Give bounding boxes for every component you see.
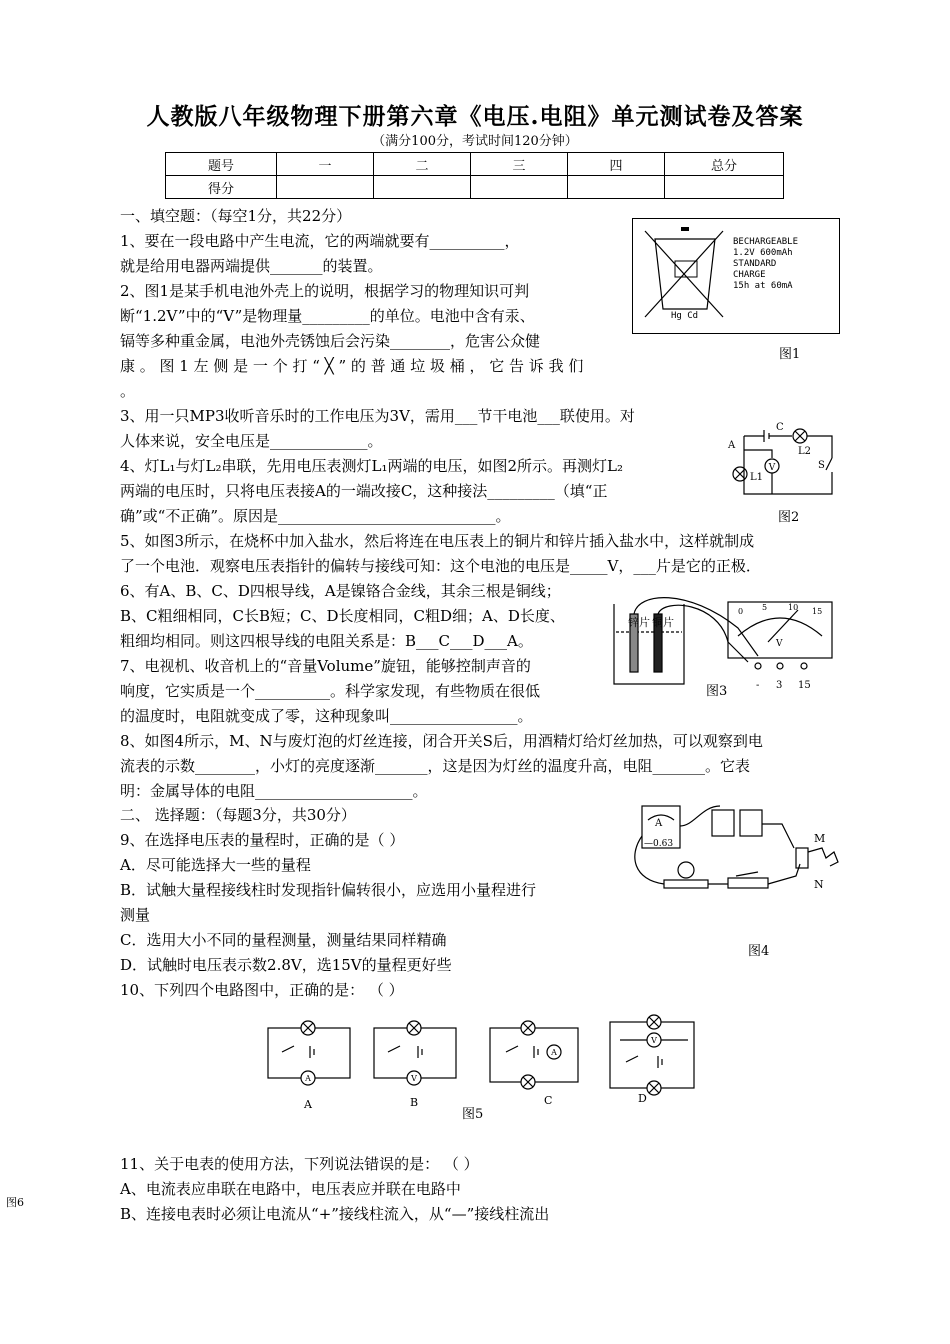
score-table [165, 152, 784, 199]
battery-spec-line: STANDARD [733, 259, 777, 269]
figure-5-caption: 图5 [462, 1107, 484, 1122]
figure-5-circuits [264, 1012, 704, 1112]
figure-4-caption: 图4 [748, 944, 770, 959]
choice-text: B、连接电表时必须让电流从“+”接线柱流入，从“—”接线柱流出 [120, 1205, 550, 1223]
label-l2: L2 [798, 446, 812, 457]
figure-1 [632, 218, 840, 334]
figure-2-caption: 图2 [778, 510, 800, 525]
question-text: 9、在选择电压表的量程时，正确的是（ ） [120, 831, 405, 849]
option-c-label: C [544, 1094, 553, 1107]
question-text: 镉等多种重金属，电池外壳锈蚀后会污染________，危害公众健 [120, 332, 541, 350]
choice-text: A．尽可能选择大一些的量程 [120, 856, 311, 874]
score-header-cell: 总分 [665, 153, 784, 176]
figure-3-illustration [608, 592, 838, 692]
score-header-cell: 四 [568, 153, 665, 176]
question-text: 11、关于电表的使用方法，下列说法错误的是： （ ） [120, 1155, 479, 1173]
svg-text:A: A [551, 1048, 557, 1057]
question-text: 确”或“不正确”。原因是_____________________________。 [120, 507, 511, 525]
choice-text: 测量 [120, 906, 151, 924]
page-title: 人教版八年级物理下册第六章《电压.电阻》单元测试卷及答案 [146, 103, 804, 130]
ammeter-symbol: A [655, 818, 663, 829]
score-header-cell: 三 [471, 153, 568, 176]
score-input-cell[interactable] [665, 176, 784, 199]
figure-6-caption: 图6 [6, 1196, 24, 1209]
battery-spec-line: CHARGE [733, 270, 766, 280]
question-text: 1、要在一段电路中产生电流，它的两端就要有__________， [120, 232, 520, 250]
question-text: 粗细均相同。则这四根导线的电阻关系是：B___C___D___A。 [120, 632, 533, 650]
score-table-header-row [166, 153, 784, 176]
question-text: 6、有A、B、C、D四根导线，A是镍铬合金线，其余三根是铜线； [120, 582, 561, 600]
label-s: S [818, 460, 825, 471]
question-text: 断“1.2V”中的“V”是物理量_________的单位。电池中含有汞、 [120, 307, 535, 325]
question-text: 明：金属导体的电阻_____________________。 [120, 782, 428, 800]
battery-spec-line: 15h at 60mA [733, 281, 793, 291]
label-l1: L1 [750, 472, 764, 483]
scale-label: 15 [812, 607, 823, 616]
question-text: 就是给用电器两端提供_______的装置。 [120, 257, 383, 275]
bin-label: Hg Cd [671, 311, 699, 321]
question-text: 4、灯L₁与灯L₂串联，先用电压表测灯L₁两端的电压，如图2所示。再测灯L₂ [120, 457, 623, 475]
question-text: 10、下列四个电路图中，正确的是： （ ） [120, 981, 404, 999]
svg-text:A: A [305, 1074, 311, 1083]
voltmeter-symbol: V [768, 463, 776, 473]
terminal-label: - [756, 680, 760, 691]
choice-text: A、电流表应串联在电路中，电压表应并联在电路中 [120, 1180, 461, 1198]
scale-label: 5 [762, 603, 768, 612]
choice-text: B．试触大量程接线柱时发现指针偏转很小，应选用小量程进行 [120, 881, 537, 899]
question-text: 人体来说，安全电压是_____________。 [120, 432, 383, 450]
score-header-cell: 题号 [166, 153, 277, 176]
question-text: 的温度时，电阻就变成了零，这种现象叫_________________。 [120, 707, 533, 725]
label-n: N [814, 878, 824, 891]
figure-4-illustration [624, 796, 844, 906]
terminal-label: 15 [798, 680, 811, 691]
question-text: 两端的电压时，只将电压表接A的一端改接C，这种接法_________（填“正 [120, 482, 608, 500]
question-text: B、C粗细相同，C长B短；C、D长度相同，C粗D细；A、D长度、 [120, 607, 565, 625]
copper-plate-label: 铜片 [652, 616, 674, 629]
score-input-cell[interactable] [277, 176, 374, 199]
choice-text: C．选用大小不同的量程测量，测量结果同样精确 [120, 931, 447, 949]
scale-label: 10 [788, 603, 799, 612]
unit-label: V [776, 639, 783, 649]
question-text: 3、用一只MP3收听音乐时的工作电压为3V，需用___节干电池___联使用。对 [120, 407, 635, 425]
section-heading: 一、填空题：（每空1分，共22分） [120, 207, 352, 225]
option-a-label: A [304, 1098, 312, 1111]
figure-3-caption: 图3 [706, 684, 728, 699]
question-text: 2、图1是某手机电池外壳上的说明，根据学习的物理知识可判 [120, 282, 530, 300]
question-text: 7、电视机、收音机上的“音量Volume”旋钮，能够控制声音的 [120, 657, 531, 675]
option-d-label: D [638, 1092, 647, 1105]
question-text: 康 。 图 1 左 侧 是 一 个 打 “ ╳ ” 的 普 通 垃 圾 桶 ， 它 告 诉 我 们 [120, 357, 584, 375]
label-m: M [814, 832, 826, 845]
score-input-cell[interactable] [471, 176, 568, 199]
ammeter-terminals: —0.63 [644, 839, 674, 849]
terminal-label: 3 [776, 680, 783, 691]
option-b-label: B [410, 1096, 419, 1109]
battery-spec-line: BECHARGEABLE [733, 237, 799, 247]
choice-text: D．试触时电压表示数2.8V，选15V的量程更好些 [120, 956, 452, 974]
question-text: 。 [120, 382, 136, 400]
score-header-cell: 二 [374, 153, 471, 176]
zinc-plate-label: 锌片 [628, 616, 650, 629]
scale-label: 0 [738, 607, 744, 616]
score-input-cell[interactable] [568, 176, 665, 199]
battery-spec-line: 1.2V 600mAh [733, 248, 793, 258]
score-header-cell: 一 [277, 153, 374, 176]
question-text: 8、如图4所示，M、N与废灯泡的灯丝连接，闭合开关S后，用酒精灯给灯丝加热，可以观察到电 [120, 732, 763, 750]
svg-text:V: V [651, 1036, 657, 1045]
question-text: 响度，它实质是一个__________。科学家发现，有些物质在很低 [120, 682, 541, 700]
question-text: 了一个电池．观察电压表指针的偏转与接线可知：这个电池的电压是_____V，___片是它的正极． [120, 557, 761, 575]
page-subtitle: （满分100分，考试时间120分钟） [372, 134, 578, 149]
score-input-cell[interactable] [374, 176, 471, 199]
battery-spec-text [733, 237, 798, 292]
score-row-label: 得分 [166, 176, 277, 199]
figure-2-circuit [724, 418, 844, 498]
figure-1-caption: 图1 [779, 347, 801, 362]
question-text: 5、如图3所示，在烧杯中加入盐水，然后将连在电压表上的铜片和锌片插入盐水中，这样就制成 [120, 532, 755, 550]
svg-text:V: V [411, 1074, 417, 1083]
question-text: 流表的示数________，小灯的亮度逐渐_______，这是因为灯丝的温度升高，电阻_______。它表 [120, 757, 751, 775]
label-a: A [728, 440, 736, 451]
score-table-row [166, 176, 784, 199]
section-heading: 二、 选择题：（每题3分，共30分） [120, 806, 356, 824]
label-c: C [776, 422, 784, 433]
